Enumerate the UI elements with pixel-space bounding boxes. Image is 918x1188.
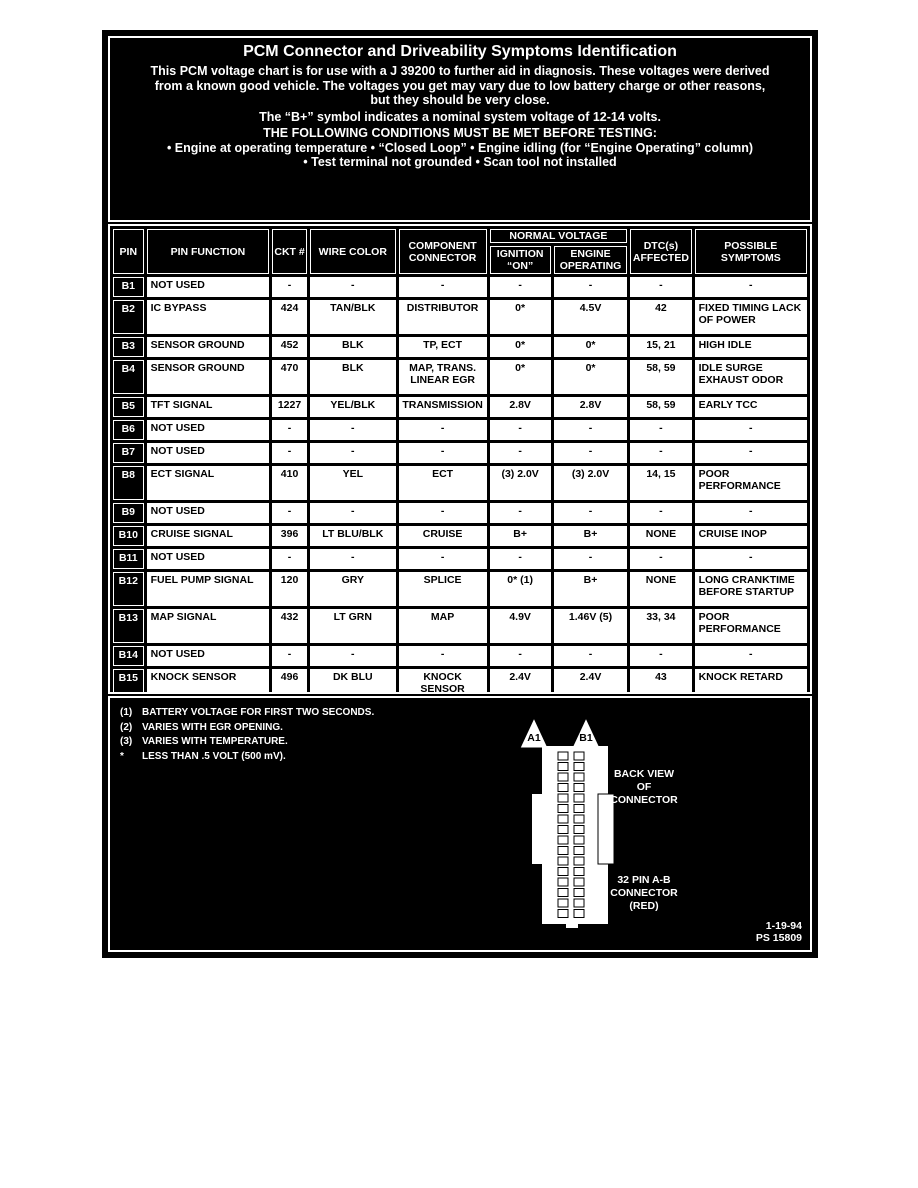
function-cell: SENSOR GROUND [147,360,270,394]
wire-cell: - [310,503,396,523]
symptoms-cell: - [695,420,807,440]
component-cell: TP, ECT [399,337,487,357]
dtc-cell: - [630,646,691,666]
col-pin: PIN [113,229,144,274]
table-row [113,337,807,357]
intro-line-3: but they should be very close. [370,93,550,107]
ign-cell: B+ [490,526,551,546]
function-cell: NOT USED [147,646,270,666]
table-row [113,300,807,334]
eng-cell: - [554,420,628,440]
intro-line-1: This PCM voltage chart is for use with a J 39200 to further aid in diagnosis. These voltages were derived [150,64,770,78]
table-row [113,646,807,666]
component-cell: - [399,420,487,440]
component-cell: MAP, TRANS. LINEAR EGR [399,360,487,394]
dtc-cell: 33, 34 [630,609,691,643]
component-cell: - [399,443,487,463]
dtc-cell: 43 [630,669,691,694]
symptoms-cell: HIGH IDLE [695,337,807,357]
intro-line-2: from a known good vehicle. The voltages you get may vary due to low battery charge or other reasons, [154,78,766,93]
connector-pin [574,868,584,876]
conditions-line-2: • Test terminal not grounded • Scan tool not installed [303,155,617,169]
function-cell: NOT USED [147,549,270,569]
dtc-cell: - [630,503,691,523]
symptoms-cell: POOR PERFORMANCE [695,609,807,643]
chart-header [108,36,812,222]
col-ckt: CKT # [272,229,307,274]
connector-pin [558,763,568,771]
eng-cell: - [554,503,628,523]
col-symptoms: POSSIBLE SYMPTOMS [695,229,807,274]
connector-pin [574,910,584,918]
connector-diagram [518,714,618,934]
eng-cell: - [554,549,628,569]
ign-cell: 0* (1) [490,572,551,606]
table-row [113,549,807,569]
dtc-cell: 14, 15 [630,466,691,500]
ckt-cell: - [272,646,307,666]
eng-cell: B+ [554,526,628,546]
dtc-cell: 15, 21 [630,337,691,357]
table-row [113,572,807,606]
function-cell: FUEL PUMP SIGNAL [147,572,270,606]
pin-cell: B8 [113,466,144,500]
table-row [113,443,807,463]
symptoms-cell: CRUISE INOP [695,526,807,546]
back-view-label: BACK VIEW OF CONNECTOR [610,768,678,806]
connector-pin [574,836,584,844]
dtc-cell: - [630,443,691,463]
function-cell: TFT SIGNAL [147,397,270,417]
pin-table-frame [108,224,812,694]
eng-cell: B+ [554,572,628,606]
label-a1: A1 [527,732,541,744]
connector-pin [574,784,584,792]
wire-cell: - [310,549,396,569]
eng-cell: 0* [554,360,628,394]
pin-cell: B1 [113,277,144,297]
symptoms-cell: IDLE SURGE EXHAUST ODOR [695,360,807,394]
connector-pin [574,857,584,865]
table-row [113,526,807,546]
symptoms-cell: - [695,443,807,463]
pin-cell: B13 [113,609,144,643]
reference-code: 1-19-94 PS 15809 [755,920,802,944]
table-row [113,397,807,417]
connector-pin [574,878,584,886]
connector-pin [574,773,584,781]
function-cell: SENSOR GROUND [147,337,270,357]
table-row [113,277,807,297]
table-row [113,360,807,394]
function-cell: NOT USED [147,420,270,440]
col-component: COMPONENT CONNECTOR [399,229,487,274]
dtc-cell: NONE [630,572,691,606]
component-cell: - [399,503,487,523]
wire-cell: - [310,646,396,666]
ckt-cell: - [272,549,307,569]
eng-cell: 4.5V [554,300,628,334]
symptoms-cell: POOR PERFORMANCE [695,466,807,500]
eng-cell: 1.46V (5) [554,609,628,643]
wire-cell: LT BLU/BLK [310,526,396,546]
col-function: PIN FUNCTION [147,229,270,274]
connector-pin [574,815,584,823]
connector-pin [558,784,568,792]
connector-pin [558,868,568,876]
function-cell: NOT USED [147,277,270,297]
pcm-chart-sheet [102,30,818,958]
connector-pin [574,847,584,855]
connector-pin [558,878,568,886]
col-engine-operating: ENGINE OPERATING [554,246,628,274]
wire-cell: TAN/BLK [310,300,396,334]
ign-cell: (3) 2.0V [490,466,551,500]
dtc-cell: 42 [630,300,691,334]
wire-cell: YEL/BLK [310,397,396,417]
eng-cell: 2.4V [554,669,628,694]
ckt-cell: - [272,277,307,297]
footnote: (3) VARIES WITH TEMPERATURE. [120,736,288,747]
function-cell: ECT SIGNAL [147,466,270,500]
ckt-cell: 410 [272,466,307,500]
ign-cell: - [490,549,551,569]
component-cell: - [399,277,487,297]
connector-pin [574,794,584,802]
pin-table [110,226,810,694]
ckt-cell: - [272,443,307,463]
wire-cell: GRY [310,572,396,606]
component-cell: ECT [399,466,487,500]
connector-pin [558,752,568,760]
table-row [113,609,807,643]
pin-cell: B15 [113,669,144,694]
symptoms-cell: - [695,277,807,297]
connector-pin [558,773,568,781]
connector-pin [574,889,584,897]
wire-cell: YEL [310,466,396,500]
notes-and-connector [108,696,812,952]
connector-pin [558,889,568,897]
footnote: (2) VARIES WITH EGR OPENING. [120,721,283,733]
symptoms-cell: - [695,646,807,666]
ign-cell: 2.4V [490,669,551,694]
label-b1: B1 [579,732,593,744]
dtc-cell: 58, 59 [630,397,691,417]
ign-cell: - [490,420,551,440]
pin-cell: B4 [113,360,144,394]
wire-cell: - [310,420,396,440]
table-row [113,503,807,523]
component-cell: SPLICE [399,572,487,606]
function-cell: KNOCK SENSOR [147,669,270,694]
footnote: * LESS THAN .5 VOLT (500 mV). [120,750,286,762]
component-cell: TRANSMISSION [399,397,487,417]
ckt-cell: 1227 [272,397,307,417]
ign-cell: - [490,646,551,666]
ckt-cell: - [272,503,307,523]
ckt-cell: 496 [272,669,307,694]
ign-cell: - [490,503,551,523]
connector-pin [558,847,568,855]
col-wire: WIRE COLOR [310,229,396,274]
component-cell: KNOCK SENSOR [399,669,487,694]
ckt-cell: - [272,420,307,440]
eng-cell: 0* [554,337,628,357]
pin-cell: B12 [113,572,144,606]
ign-cell: - [490,277,551,297]
conditions-heading: THE FOLLOWING CONDITIONS MUST BE MET BEFORE TESTING: [263,126,657,140]
pin-cell: B3 [113,337,144,357]
eng-cell: - [554,646,628,666]
ckt-cell: 470 [272,360,307,394]
connector-pin [558,794,568,802]
conditions-line-1: • Engine at operating temperature • “Closed Loop” • Engine idling (for “Engine Operating” column) [166,140,754,155]
ign-cell: 0* [490,360,551,394]
chart-title: PCM Connector and Driveability Symptoms Identification [243,43,677,60]
eng-cell: - [554,443,628,463]
symptoms-cell: EARLY TCC [695,397,807,417]
table-row [113,420,807,440]
ckt-cell: 452 [272,337,307,357]
col-dtc: DTC(s) AFFECTED [630,229,691,274]
wire-cell: DK BLU [310,669,396,694]
function-cell: IC BYPASS [147,300,270,334]
function-cell: CRUISE SIGNAL [147,526,270,546]
wire-cell: - [310,277,396,297]
pin-count-label: 32 PIN A-B CONNECTOR (RED) [610,874,678,912]
dtc-cell: - [630,277,691,297]
ckt-cell: 424 [272,300,307,334]
component-cell: MAP [399,609,487,643]
ign-cell: 0* [490,337,551,357]
pin-cell: B7 [113,443,144,463]
component-cell: DISTRIBUTOR [399,300,487,334]
connector-pin [558,815,568,823]
table-row [113,669,807,694]
pin-cell: B6 [113,420,144,440]
dtc-cell: - [630,420,691,440]
connector-pin [574,899,584,907]
connector-pin [558,910,568,918]
col-normal-voltage: NORMAL VOLTAGE [490,229,628,243]
pin-cell: B10 [113,526,144,546]
component-cell: - [399,646,487,666]
table-row [113,466,807,500]
function-cell: NOT USED [147,503,270,523]
component-cell: - [399,549,487,569]
eng-cell: (3) 2.0V [554,466,628,500]
connector-pin [558,805,568,813]
ign-cell: 0* [490,300,551,334]
eng-cell: - [554,277,628,297]
bplus-note: The “B+” symbol indicates a nominal system voltage of 12-14 volts. [259,109,661,124]
dtc-cell: - [630,549,691,569]
ckt-cell: 432 [272,609,307,643]
ckt-cell: 120 [272,572,307,606]
ign-cell: 2.8V [490,397,551,417]
symptoms-cell: - [695,503,807,523]
ign-cell: 4.9V [490,609,551,643]
connector-pin [558,826,568,834]
pin-cell: B9 [113,503,144,523]
connector-pin [574,805,584,813]
function-cell: MAP SIGNAL [147,609,270,643]
connector-pin [574,826,584,834]
footnotes [120,706,374,764]
dtc-cell: 58, 59 [630,360,691,394]
wire-cell: BLK [310,360,396,394]
connector-pin [558,836,568,844]
ckt-cell: 396 [272,526,307,546]
pin-cell: B14 [113,646,144,666]
connector-pin [558,899,568,907]
footnote: (1) BATTERY VOLTAGE FOR FIRST TWO SECONDS. [120,707,375,718]
pin-cell: B5 [113,397,144,417]
pin-cell: B2 [113,300,144,334]
col-ignition-on: IGNITION “ON” [490,246,551,274]
eng-cell: 2.8V [554,397,628,417]
pin-cell: B11 [113,549,144,569]
symptoms-cell: KNOCK RETARD [695,669,807,694]
ign-cell: - [490,443,551,463]
dtc-cell: NONE [630,526,691,546]
function-cell: NOT USED [147,443,270,463]
connector-pin [558,857,568,865]
connector-pin [574,752,584,760]
wire-cell: BLK [310,337,396,357]
symptoms-cell: LONG CRANKTIME BEFORE STARTUP [695,572,807,606]
component-cell: CRUISE [399,526,487,546]
connector-pin [574,763,584,771]
wire-cell: LT GRN [310,609,396,643]
connector-icon [518,714,618,929]
wire-cell: - [310,443,396,463]
symptoms-cell: - [695,549,807,569]
symptoms-cell: FIXED TIMING LACK OF POWER [695,300,807,334]
